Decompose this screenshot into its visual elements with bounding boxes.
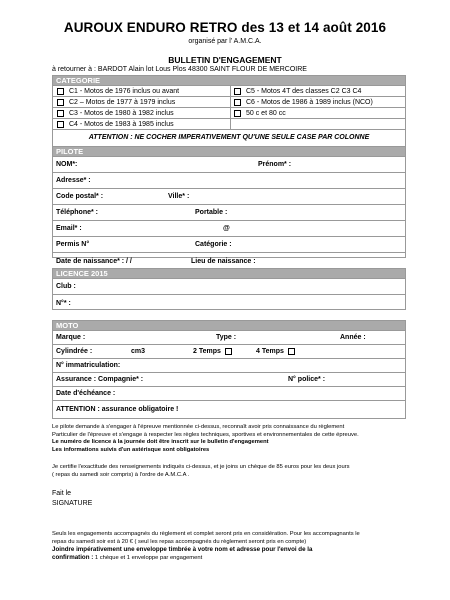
portable-field[interactable]: Portable :	[195, 209, 228, 216]
type-field[interactable]: Type :	[216, 334, 237, 341]
checkbox-c6[interactable]	[234, 99, 241, 106]
categorie-section	[52, 75, 406, 147]
prenom-field[interactable]: Prénom* :	[258, 161, 292, 168]
immatriculation-field[interactable]: N° immatriculation:	[56, 362, 121, 369]
licence-number-field[interactable]: N°* :	[56, 299, 71, 307]
licence-section	[52, 268, 406, 310]
categorie-row	[53, 97, 405, 108]
categorie-heading: CATEGORIE	[53, 76, 405, 86]
ville-field[interactable]: Ville* :	[168, 193, 190, 200]
two-stroke-option[interactable]: 2 Temps	[193, 345, 232, 358]
checkbox-2-temps[interactable]	[225, 348, 232, 355]
category-c6-option[interactable]: C6 - Motos de 1986 à 1989 inclus (NCO)	[230, 97, 407, 107]
category-c2-option[interactable]: C2 – Motos de 1977 à 1979 inclus	[53, 97, 230, 107]
categorie-warning: ATTENTION : NE COCHER IMPERATIVEMENT QU'UNE SEULE CASE PAR COLONNE	[88, 134, 370, 141]
moto-row-immat	[53, 359, 405, 373]
email-field[interactable]: Email* :	[56, 225, 82, 232]
checkbox-c3[interactable]	[57, 110, 64, 117]
annee-field[interactable]: Année :	[340, 334, 366, 341]
cm3-unit: cm3	[131, 348, 146, 355]
pilote-row-address	[53, 173, 405, 189]
pilote-section	[52, 146, 406, 265]
checkbox-4-temps[interactable]	[288, 348, 295, 355]
category-50-80-option[interactable]: 50 c et 80 cc	[230, 108, 407, 118]
moto-section	[52, 320, 406, 419]
fait-le-label: Fait le	[52, 490, 72, 497]
checkbox-c5[interactable]	[234, 88, 241, 95]
insurance-warning: ATTENTION : assurance obligatoire !	[56, 406, 179, 413]
return-address: à retourner à : BARDOT Alain lot Lous Plos 48300 SAINT FLOUR DE MERCOIRE	[52, 66, 307, 73]
date-naissance-field[interactable]: Date de naissance* : / /	[56, 257, 132, 265]
moto-row-engine	[53, 345, 405, 359]
club-field[interactable]: Club :	[56, 283, 76, 290]
form-title: BULLETIN D'ENGAGEMENT	[168, 55, 282, 65]
categorie-row	[53, 119, 405, 130]
licence-row-number	[53, 295, 405, 311]
moto-row-expiry	[53, 387, 405, 401]
four-stroke-option[interactable]: 4 Temps	[256, 345, 295, 358]
assurance-field[interactable]: Assurance : Compagnie* :	[56, 376, 144, 383]
checkbox-c1[interactable]	[57, 88, 64, 95]
moto-row-warning	[53, 401, 405, 418]
signature-block	[52, 489, 412, 509]
organizer-line: organisé par l’ A.M.C.A.	[188, 38, 262, 45]
pilote-heading: PILOTE	[53, 147, 405, 157]
pilote-row-name	[53, 157, 405, 173]
at-sign: @	[223, 225, 230, 232]
categorie-permis-field[interactable]: Catégorie :	[195, 241, 232, 248]
pilote-row-permis	[53, 237, 405, 253]
telephone-field[interactable]: Téléphone* :	[56, 209, 99, 216]
moto-heading: MOTO	[53, 321, 405, 331]
licence-heading: LICENCE 2015	[53, 269, 405, 279]
pilote-row-city	[53, 189, 405, 205]
event-title: AUROUX ENDURO RETRO des 13 et 14 août 2016	[63, 20, 387, 35]
categorie-row	[53, 86, 405, 97]
terms-paragraph: Le pilote demande à s'engager à l'épreuve mentionnée ci-dessus, reconnaît avoir pris connaissance du règlement Particulier de l'épreuve et s'engage à respecter les règles techniques, sportives et environnementales de cette épreuve. Le numéro de licence à la journée doit être inscrit sur le bulletin d'engagement Les informations suivis d'un astérisque sont obligatoires	[52, 424, 359, 453]
moto-row-insurance	[53, 373, 405, 387]
conditions-paragraph: Seuls les engagements accompagnés du règlement et complet seront pris en considération. Pour les accompagnants le repas du samedi soir est à 20 € ( seul les repas accompagnés du règlement seront pris en compte) Joindre impérativement une enveloppe timbrée à votre nom et adresse pour l'envoi de la confirmation : 1 chèque et 1 enveloppe par engagement	[52, 531, 360, 561]
adresse-field[interactable]: Adresse* :	[56, 177, 91, 184]
pilote-row-birth	[53, 253, 405, 269]
pilote-row-email	[53, 221, 405, 237]
pilote-row-phone	[53, 205, 405, 221]
category-c5-option[interactable]: C5 - Motos 4T des classes C2 C3 C4	[230, 86, 407, 96]
category-c4-option[interactable]: C4 - Motos de 1983 à 1985 inclus	[53, 119, 230, 129]
licence-row-club	[53, 279, 405, 295]
certification-paragraph: Je certifie l'exactitude des renseignements indiqués ci-dessus, et je joins un chèque de 85 euros pour les deux jours ( repas du samedi soir compris) à l'ordre de A.M.C.A .	[52, 464, 350, 478]
checkbox-c2[interactable]	[57, 99, 64, 106]
categorie-row	[53, 108, 405, 119]
moto-row-brand	[53, 331, 405, 345]
signature-label[interactable]: SIGNATURE	[52, 500, 93, 507]
marque-field[interactable]: Marque :	[56, 334, 86, 341]
category-c3-option[interactable]: C3 - Motos de 1980 à 1982 inclus	[53, 108, 230, 118]
code-postal-field[interactable]: Code postal* :	[56, 193, 104, 200]
nom-field[interactable]: NOM*:	[56, 161, 78, 168]
checkbox-c4[interactable]	[57, 121, 64, 128]
police-field[interactable]: N° police* :	[288, 376, 326, 383]
cylindree-field[interactable]: Cylindrée :	[56, 348, 93, 355]
echeance-field[interactable]: Date d'échéance :	[56, 390, 116, 397]
lieu-naissance-field[interactable]: Lieu de naissance :	[191, 257, 256, 265]
permis-field[interactable]: Permis N°	[56, 241, 90, 248]
checkbox-50-80[interactable]	[234, 110, 241, 117]
category-c1-option[interactable]: C1 - Motos de 1976 inclus ou avant	[53, 86, 230, 96]
